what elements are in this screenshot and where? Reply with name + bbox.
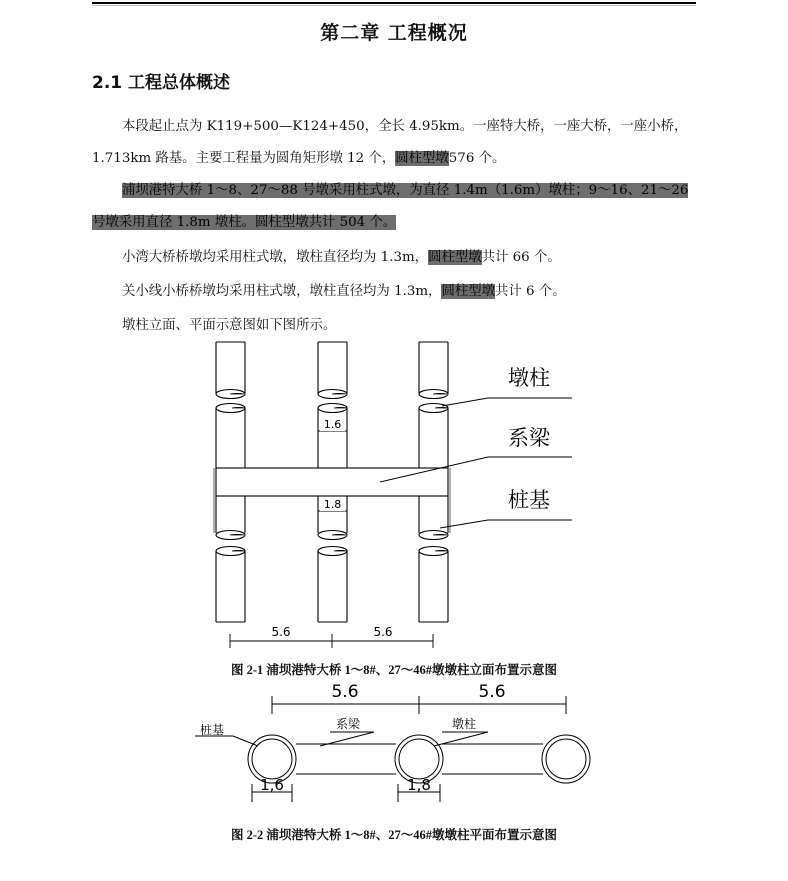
figure1-caption: 图 2-1 浦坝港特大桥 1～8#、27～46#墩墩柱立面布置示意图 bbox=[230, 663, 558, 677]
header-rule-shadow bbox=[92, 5, 696, 6]
paragraph-guanxiao-text: 关小线小桥桥墩均采用柱式墩，墩柱直径均为 1.3m， bbox=[122, 284, 442, 299]
figure2-caption: 图 2-2 浦坝港特大桥 1～8#、27～46#墩墩柱平面布置示意图 bbox=[230, 828, 558, 842]
label-pier: 墩柱 bbox=[508, 366, 550, 390]
paragraph-overview-tail: 576 个。 bbox=[448, 151, 506, 166]
dim-span-right: 5.6 bbox=[373, 625, 393, 639]
paragraph-figure-intro-text: 墩柱立面、平面示意图如下图所示。 bbox=[122, 318, 337, 333]
dim-span-left: 5.6 bbox=[271, 625, 291, 639]
figure-elevation bbox=[0, 336, 788, 656]
label-tie-beam: 系梁 bbox=[508, 426, 550, 450]
paragraph-overview bbox=[92, 111, 698, 175]
dim-span-left: 5.6 bbox=[331, 682, 359, 702]
dim-bottom-diameter: 1.8 bbox=[323, 498, 342, 511]
dim-mid-diameter: 1,8 bbox=[407, 776, 431, 794]
chapter-title: 第二章 工程概况 bbox=[320, 22, 468, 44]
header-rule bbox=[92, 2, 696, 4]
label-pier: 墩柱 bbox=[452, 717, 477, 731]
paragraph-xiaowan bbox=[92, 242, 698, 274]
dim-span-right: 5.6 bbox=[478, 682, 506, 702]
paragraph-overview-text: 本段起止点为 K119+500—K124+450，全长 4.95km。一座特大桥，一座大桥，一座小桥，1.713km 路基。主要工程量为圆角矩形墩 12 个， bbox=[92, 119, 688, 166]
paragraph-xiaowan-text: 小湾大桥桥墩均采用柱式墩，墩柱直径均为 1.3m， bbox=[122, 250, 429, 265]
paragraph-guanxiao-tail: 共计 6 个。 bbox=[495, 284, 566, 299]
section-title: 2.1 工程总体概述 bbox=[92, 73, 231, 93]
highlight-round-pier: 圆柱型墩 bbox=[441, 284, 496, 299]
paragraph-guanxiao bbox=[92, 276, 698, 308]
paragraph-pubagang-text: 浦坝港特大桥 1～8、27～88 号墩采用柱式墩，为直径 1.4m（1.6m）墩柱；9～16、21～26 号墩采用直径 1.8m 墩柱。圆柱型墩共计 504 个。 bbox=[92, 183, 689, 230]
figure-plan bbox=[0, 680, 788, 820]
label-tie-beam: 系梁 bbox=[336, 717, 361, 731]
paragraph-pubagang bbox=[92, 175, 698, 239]
dim-left-diameter: 1,6 bbox=[260, 776, 284, 794]
label-pile: 桩基 bbox=[200, 723, 225, 737]
paragraph-xiaowan-tail: 共计 66 个。 bbox=[481, 250, 561, 265]
highlight-round-pier: 圆柱型墩 bbox=[428, 250, 482, 265]
label-pile: 桩基 bbox=[508, 488, 550, 512]
dim-top-diameter: 1.6 bbox=[323, 418, 342, 431]
highlight-round-pier: 圆柱型墩 bbox=[395, 151, 449, 166]
